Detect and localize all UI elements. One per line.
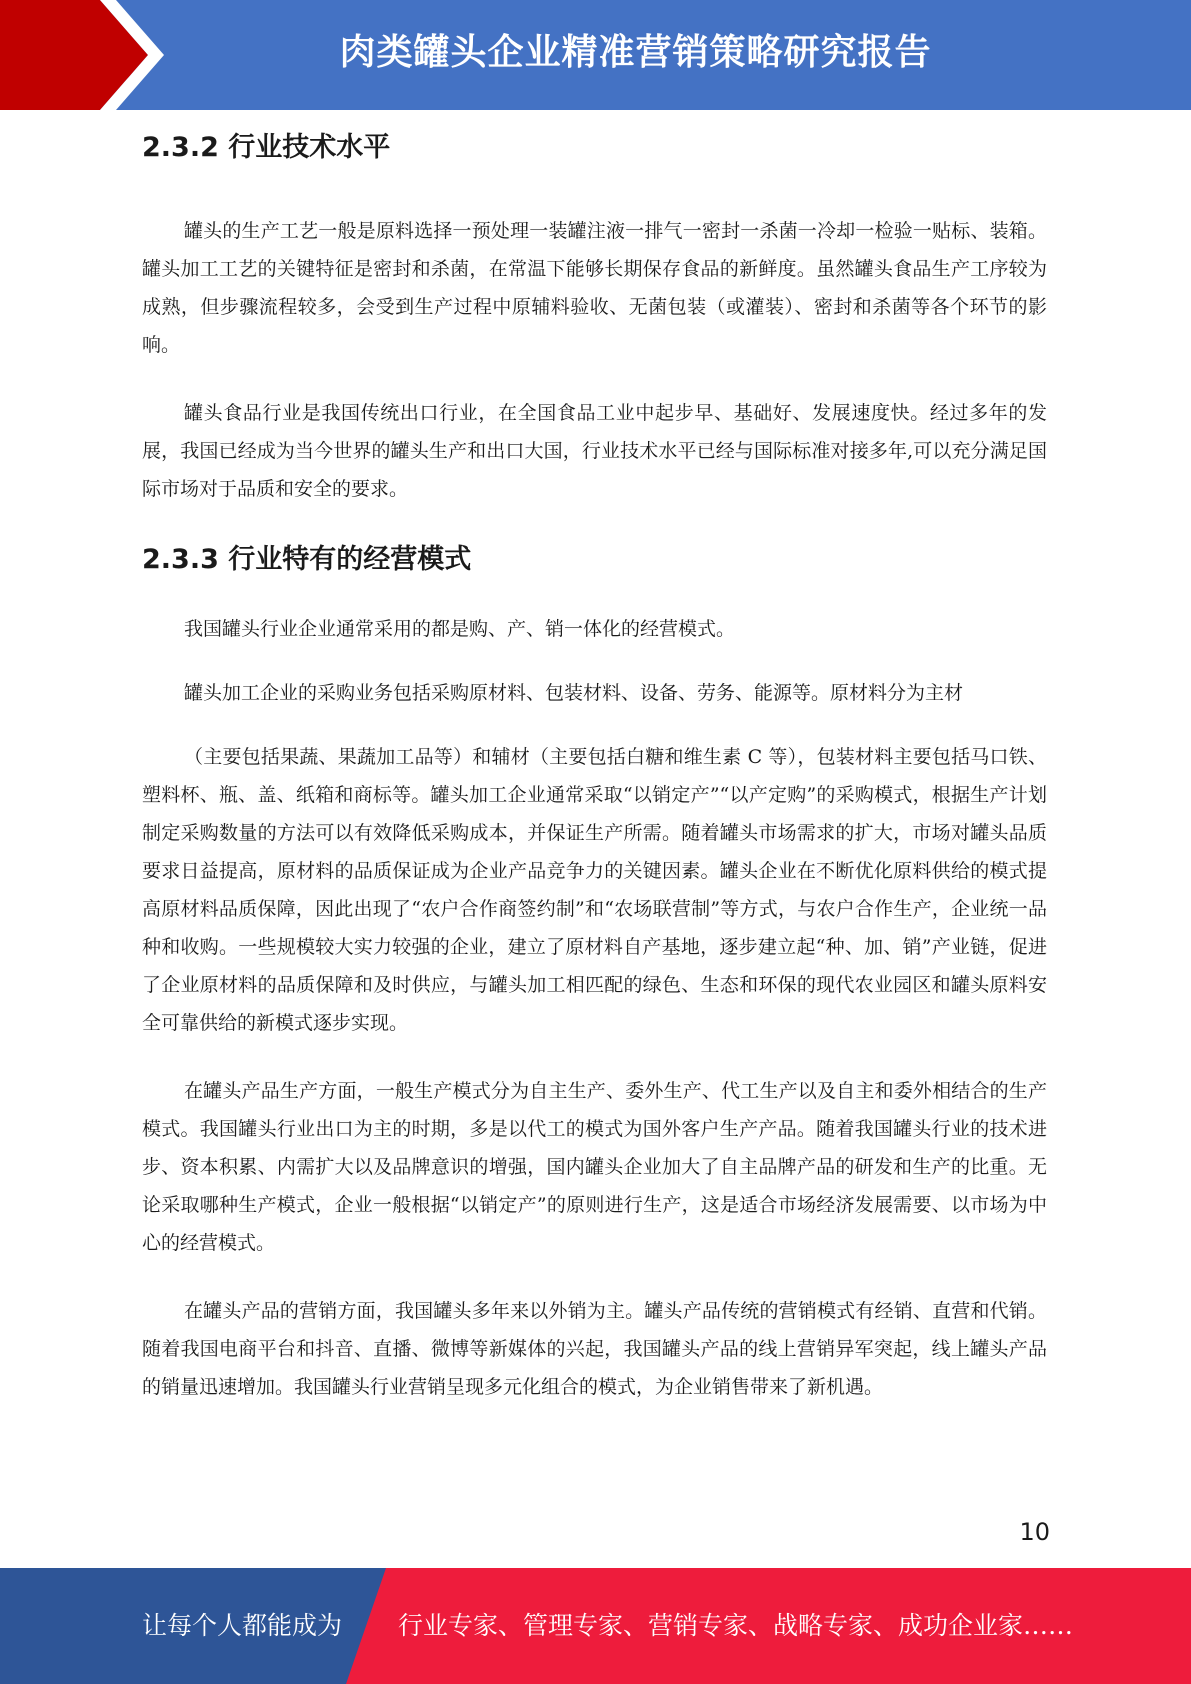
- paragraph: （主要包括果蔬、果蔬加工品等）和辅材（主要包括白糖和维生素 C 等），包装材料主要包括马口铁、塑料杯、瓶、盖、纸箱和商标等。罐头加工企业通常采取“以销定产”“以产定购”的采购模式，根据生产计划制定采购数量的方法可以有效降低采购成本，并保证生产所需。随着罐头市场需求的扩大，市场对罐头品质要求日益提高，原材料的品质保证成为企业产品竞争力的关键因素。罐头企业在不断优化原料供给的模式提高原材料品质保障，因此出现了“农户合作商签约制”和“农场联营制”等方式，与农户合作生产，企业统一品种和收购。一些规模较大实力较强的企业，建立了原材料自产基地，逐步建立起“种、加、销”产业链，促进了企业原材料的品质保障和及时供应，与罐头加工相匹配的绿色、生态和环保的现代农业园区和罐头原料安全可靠供给的新模式逐步实现。: [142, 746, 1047, 1034]
- paragraph: 罐头的生产工艺一般是原料选择一预处理一装罐注液一排气一密封一杀菌一冷却一检验一贴标、装箱。罐头加工工艺的关键特征是密封和杀菌，在常温下能够长期保存食品的新鲜度。虽然罐头食品生产工序较为成熟，但步骤流程较多，会受到生产过程中原辅料验收、无菌包装（或灌装）、密封和杀菌等各个环节的影响。: [142, 220, 1047, 356]
- footer-slogan-left: 让每个人都能成为: [142, 1611, 343, 1640]
- page-footer: [0, 1568, 1191, 1684]
- page-content: [142, 128, 1047, 1406]
- paragraph: 罐头加工企业的采购业务包括采购原材料、包装材料、设备、劳务、能源等。原材料分为主材: [184, 682, 964, 704]
- footer-slogan-right: 行业专家、管理专家、营销专家、战略专家、成功企业家……: [398, 1611, 1074, 1640]
- document-title: 肉类罐头企业精准营销策略研究报告: [339, 32, 932, 73]
- paragraph: 在罐头产品生产方面，一般生产模式分为自主生产、委外生产、代工生产以及自主和委外相结合的生产模式。我国罐头行业出口为主的时期，多是以代工的模式为国外客户生产产品。随着我国罐头行业的技术进步、资本积累、内需扩大以及品牌意识的增强，国内罐头企业加大了自主品牌产品的研发和生产的比重。无论采取哪种生产模式，企业一般根据“以销定产”的原则进行生产，这是适合市场经济发展需要、以市场为中心的经营模式。: [142, 1080, 1047, 1254]
- page-header: [0, 0, 1191, 110]
- section-heading-2-3-3: 2.3.3 行业特有的经营模式: [142, 544, 472, 575]
- paragraph: 我国罐头行业企业通常采用的都是购、产、销一体化的经营模式。: [184, 618, 736, 640]
- section-heading-2-3-2: 2.3.2 行业技术水平: [142, 132, 391, 163]
- page-number: 10: [1019, 1518, 1050, 1546]
- paragraph: 罐头食品行业是我国传统出口行业，在全国食品工业中起步早、基础好、发展速度快。经过多年的发展，我国已经成为当今世界的罐头生产和出口大国，行业技术水平已经与国际标准对接多年,可以充分满足国际市场对于品质和安全的要求。: [142, 402, 1047, 500]
- paragraph: 在罐头产品的营销方面，我国罐头多年来以外销为主。罐头产品传统的营销模式有经销、直营和代销。随着我国电商平台和抖音、直播、微博等新媒体的兴起，我国罐头产品的线上营销异军突起，线上罐头产品的销量迅速增加。我国罐头行业营销呈现多元化组合的模式，为企业销售带来了新机遇。: [142, 1300, 1047, 1398]
